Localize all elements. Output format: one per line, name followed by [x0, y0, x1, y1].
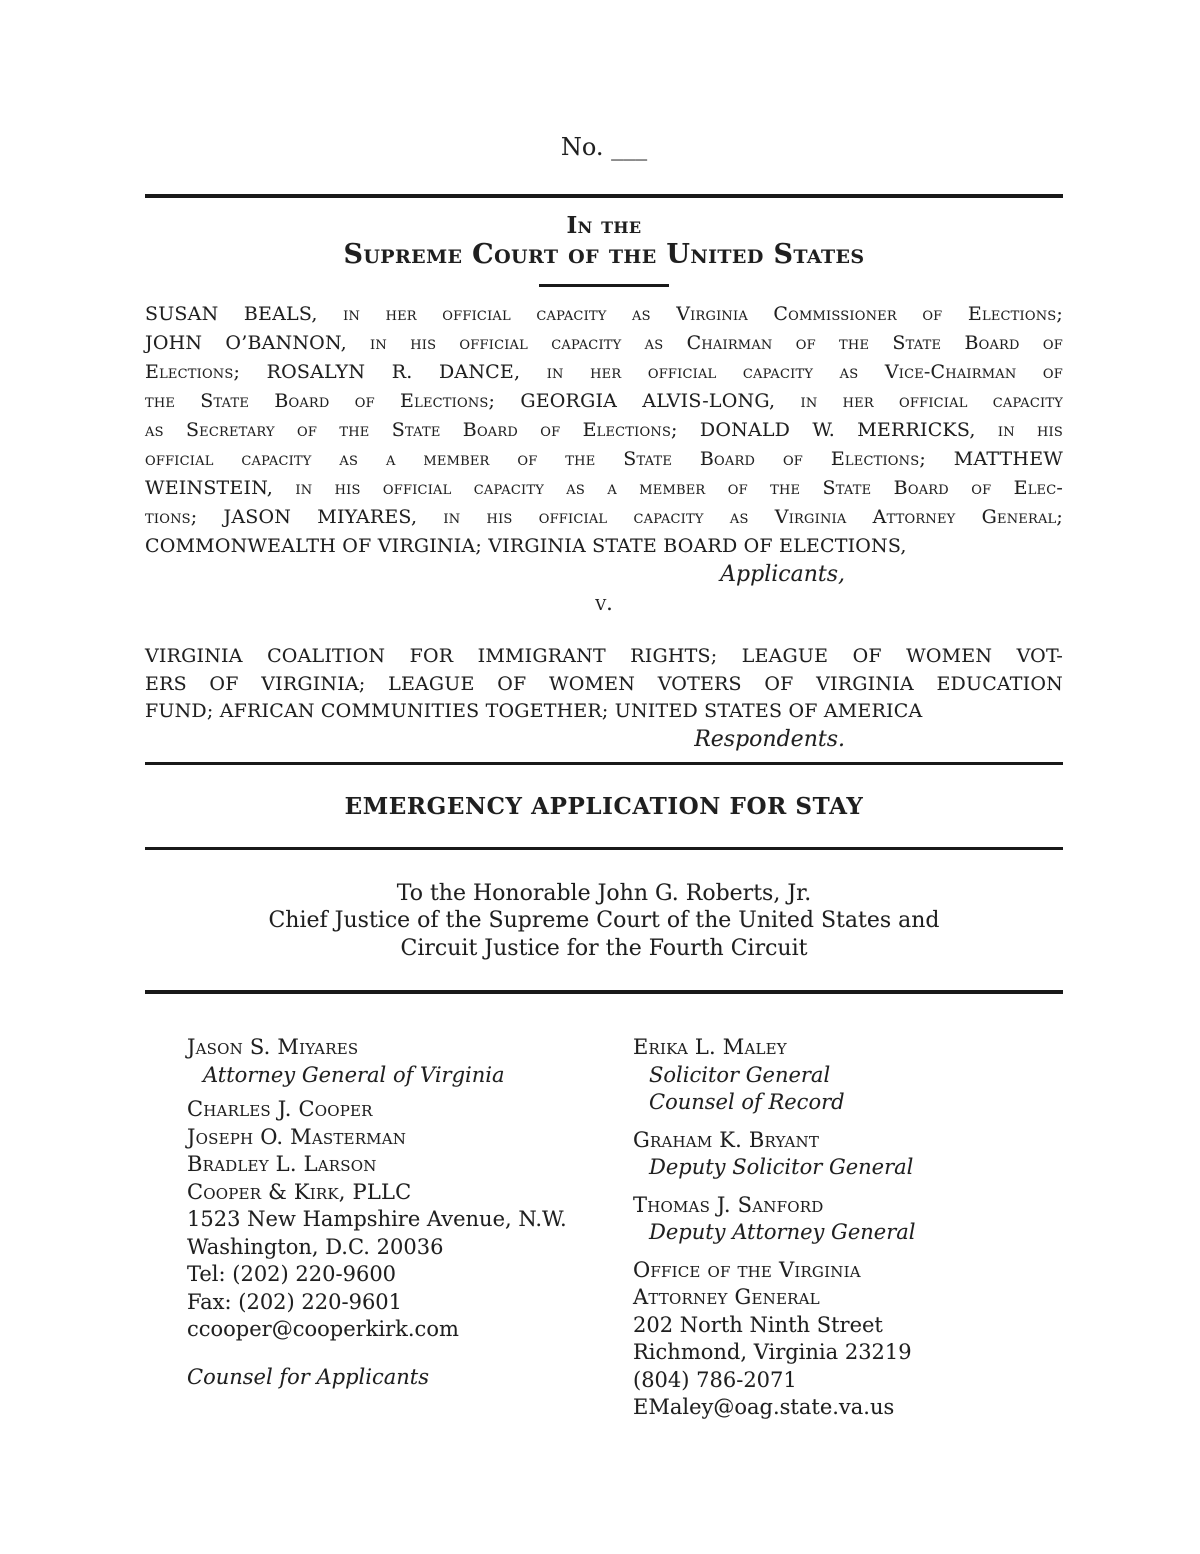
respondents-caption-line: FUND; AFRICAN COMMUNITIES TOGETHER; UNITED STATES OF AMERICA	[145, 700, 923, 722]
counsel-firm: Cooper & Kirk, PLLC	[187, 1179, 412, 1204]
applicants-caption-line: JOHN O’BANNON, in his official capacity as Chairman of the State Board of	[145, 332, 1063, 354]
horizontal-rule-after-title	[145, 847, 1063, 850]
docket-number: No. ___	[560, 133, 648, 161]
counsel-name: Joseph O. Masterman	[187, 1124, 407, 1149]
applicants-caption-line: SUSAN BEALS, in her official capacity as Virginia Commissioner of Elections;	[145, 303, 1063, 325]
counsel-role: Attorney General of Virginia	[203, 1062, 505, 1087]
counsel-address-line: 1523 New Hampshire Avenue, N.W.	[187, 1207, 567, 1231]
counsel-phone: Tel: (202) 220-9600	[187, 1262, 397, 1286]
respondents-caption-line: VIRGINIA COALITION FOR IMMIGRANT RIGHTS; LEAGUE OF WOMEN VOT-	[145, 645, 1063, 667]
court-name: Supreme Court of the United States	[343, 239, 865, 270]
applicants-caption-line: as Secretary of the State Board of Elections; DONALD W. MERRICKS, in his	[145, 419, 1063, 441]
counsel-office-line: Attorney General	[633, 1285, 820, 1309]
applicants-caption-line: Elections; ROSALYN R. DANCE, in her official capacity as Vice-Chairman of	[145, 361, 1063, 383]
court-preamble: In the	[566, 212, 642, 239]
applicants-caption-line: the State Board of Elections; GEORGIA ALVIS-LONG, in her official capacity	[145, 390, 1063, 412]
counsel-name: Erika L. Maley	[633, 1035, 787, 1059]
counsel-role: Counsel of Record	[649, 1090, 845, 1114]
counsel-address-line: Richmond, Virginia 23219	[633, 1340, 912, 1364]
addressee-line: Chief Justice of the Supreme Court of the United States and	[268, 908, 940, 933]
addressee-line: Circuit Justice for the Fourth Circuit	[400, 935, 808, 961]
applicants-caption-line: official capacity as a member of the State Board of Elections; MATTHEW	[145, 448, 1063, 470]
counsel-column-right	[633, 1034, 1063, 1422]
applicants-designation: Applicants,	[720, 562, 845, 587]
counsel-fax: Fax: (202) 220-9601	[187, 1289, 403, 1314]
counsel-name: Charles J. Cooper	[187, 1097, 373, 1121]
horizontal-rule-before-counsel	[145, 990, 1063, 994]
counsel-for-note: Counsel for Applicants	[187, 1364, 429, 1389]
counsel-role: Deputy Attorney General	[649, 1220, 916, 1244]
counsel-name: Graham K. Bryant	[633, 1127, 820, 1152]
counsel-email: ccooper@cooperkirk.com	[187, 1317, 459, 1341]
applicants-caption	[145, 300, 1063, 561]
addressee-line: To the Honorable John G. Roberts, Jr.	[396, 880, 812, 906]
versus-label: v.	[595, 591, 613, 615]
addressee-block	[145, 880, 1063, 963]
page-content	[145, 132, 1063, 1422]
applicants-caption-line: WEINSTEIN, in his official capacity as a member of the State Board of Elec-	[145, 477, 1063, 499]
applicants-caption-line: COMMONWEALTH OF VIRGINIA; VIRGINIA STATE BOARD OF ELECTIONS,	[145, 535, 907, 557]
caption-divider-rule	[539, 284, 669, 287]
counsel-phone: (804) 786-2071	[633, 1367, 797, 1392]
counsel-name: Bradley L. Larson	[187, 1152, 377, 1176]
horizontal-rule-top	[145, 194, 1063, 198]
horizontal-rule-after-caption	[145, 762, 1063, 765]
counsel-office-line: Office of the Virginia	[633, 1257, 861, 1282]
applicants-caption-line: tions; JASON MIYARES, in his official capacity as Virginia Attorney General;	[145, 506, 1063, 528]
document-title: EMERGENCY APPLICATION FOR STAY	[344, 792, 864, 820]
counsel-address-line: Washington, D.C. 20036	[187, 1234, 444, 1259]
respondents-designation: Respondents.	[694, 726, 845, 752]
respondents-caption	[145, 643, 1063, 726]
counsel-role: Solicitor General	[649, 1062, 831, 1087]
counsel-block	[145, 1034, 1063, 1422]
counsel-name: Thomas J. Sanford	[633, 1192, 824, 1217]
counsel-name: Jason S. Miyares	[187, 1035, 359, 1059]
counsel-role: Deputy Solicitor General	[649, 1155, 914, 1179]
counsel-address-line: 202 North Ninth Street	[633, 1312, 883, 1337]
counsel-column-left	[187, 1034, 633, 1422]
counsel-email: EMaley@oag.state.va.us	[633, 1395, 895, 1419]
respondents-caption-line: ERS OF VIRGINIA; LEAGUE OF WOMEN VOTERS OF VIRGINIA EDUCATION	[145, 672, 1063, 695]
